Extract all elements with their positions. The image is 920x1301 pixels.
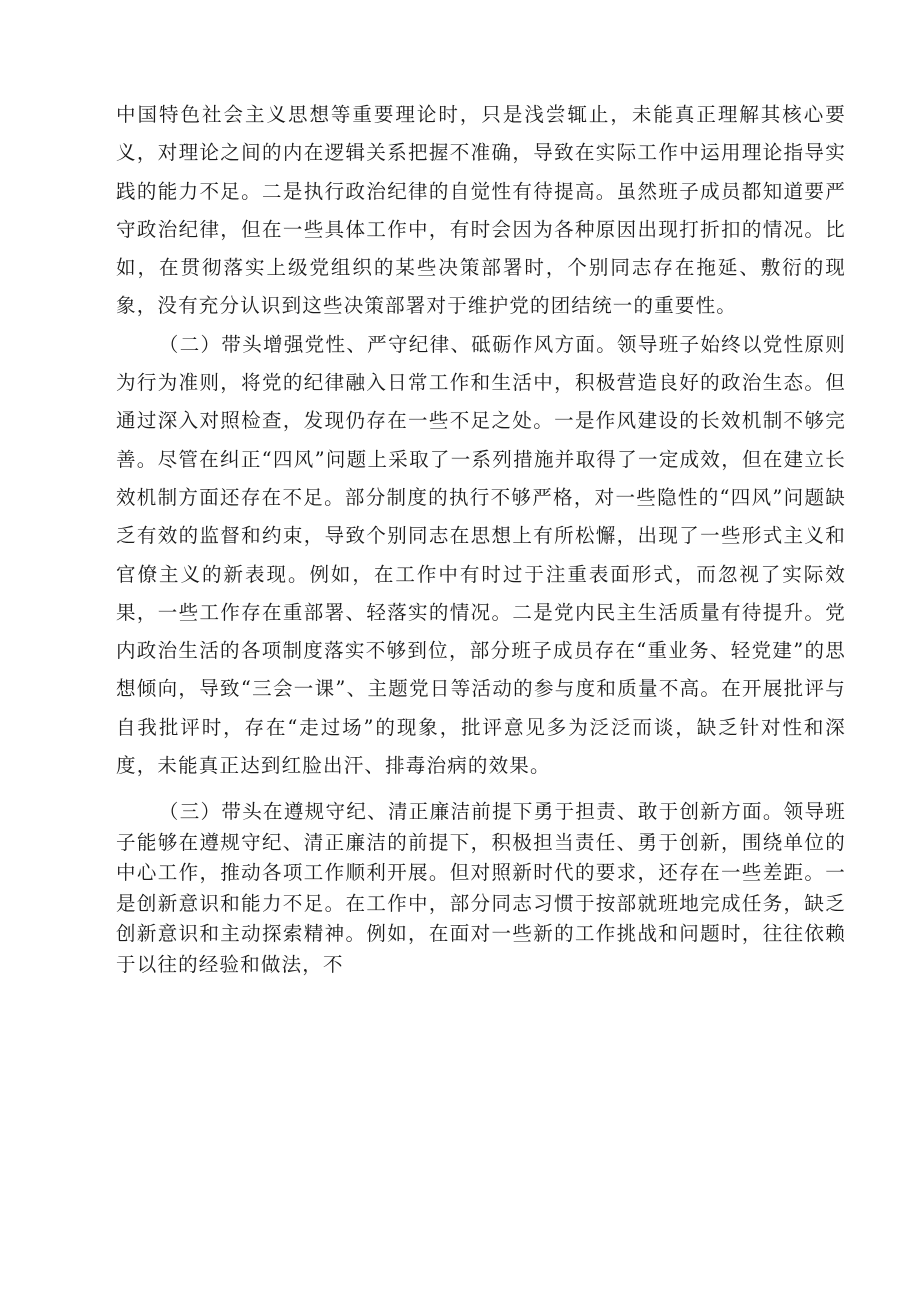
document-body: [116, 96, 846, 980]
paragraph-continuation: 中国特色社会主义思想等重要理论时，只是浅尝辄止，未能真正理解其核心要义，对理论之间的内在逻辑关系把握不准确，导致在实际工作中运用理论指导实践的能力不足。二是执行政治纪律的自觉性有待提高。虽然班子成员都知道要严守政治纪律，但在一些具体工作中，有时会因为各种原因出现打折扣的情况。比如，在贯彻落实上级党组织的某些决策部署时，个别同志存在拖延、敷衍的现象，没有充分认识到这些决策部署对于维护党的团结统一的重要性。: [116, 103, 846, 318]
paragraph-section-two: （二）带头增强党性、严守纪律、砥砺作风方面。领导班子始终以党性原则为行为准则，将党的纪律融入日常工作和生活中，积极营造良好的政治生态。但通过深入对照检查，发现仍存在一些不足之处。一是作风建设的长效机制不够完善。尽管在纠正“四风”问题上采取了一系列措施并取得了一定成效，但在建立长效机制方面还存在不足。部分制度的执行不够严格，对一些隐性的“四风”问题缺乏有效的监督和约束，导致个别同志在思想上有所松懈，出现了一些形式主义和官僚主义的新表现。例如，在工作中有时过于注重表面形式，而忽视了实际效果，一些工作存在重部署、轻落实的情况。二是党内民主生活质量有待提升。党内政治生活的各项制度落实不够到位，部分班子成员存在“重业务、轻党建”的思想倾向，导致“三会一课”、主题党日等活动的参与度和质量不高。在开展批评与自我批评时，存在“走过场”的现象，批评意见多为泛泛而谈，缺乏针对性和深度，未能真正达到红脸出汗、排毒治病的效果。: [116, 332, 846, 778]
paragraph-section-three: （三）带头在遵规守纪、清正廉洁前提下勇于担责、敢于创新方面。领导班子能够在遵规守纪、清正廉洁的前提下，积极担当责任、勇于创新，围绕单位的中心工作，推动各项工作顺利开展。但对照新时代的要求，还存在一些差距。一是创新意识和能力不足。在工作中，部分同志习惯于按部就班地完成任务，缺乏创新意识和主动探索精神。例如，在面对一些新的工作挑战和问题时，往往依赖于以往的经验和做法，不: [116, 800, 846, 976]
